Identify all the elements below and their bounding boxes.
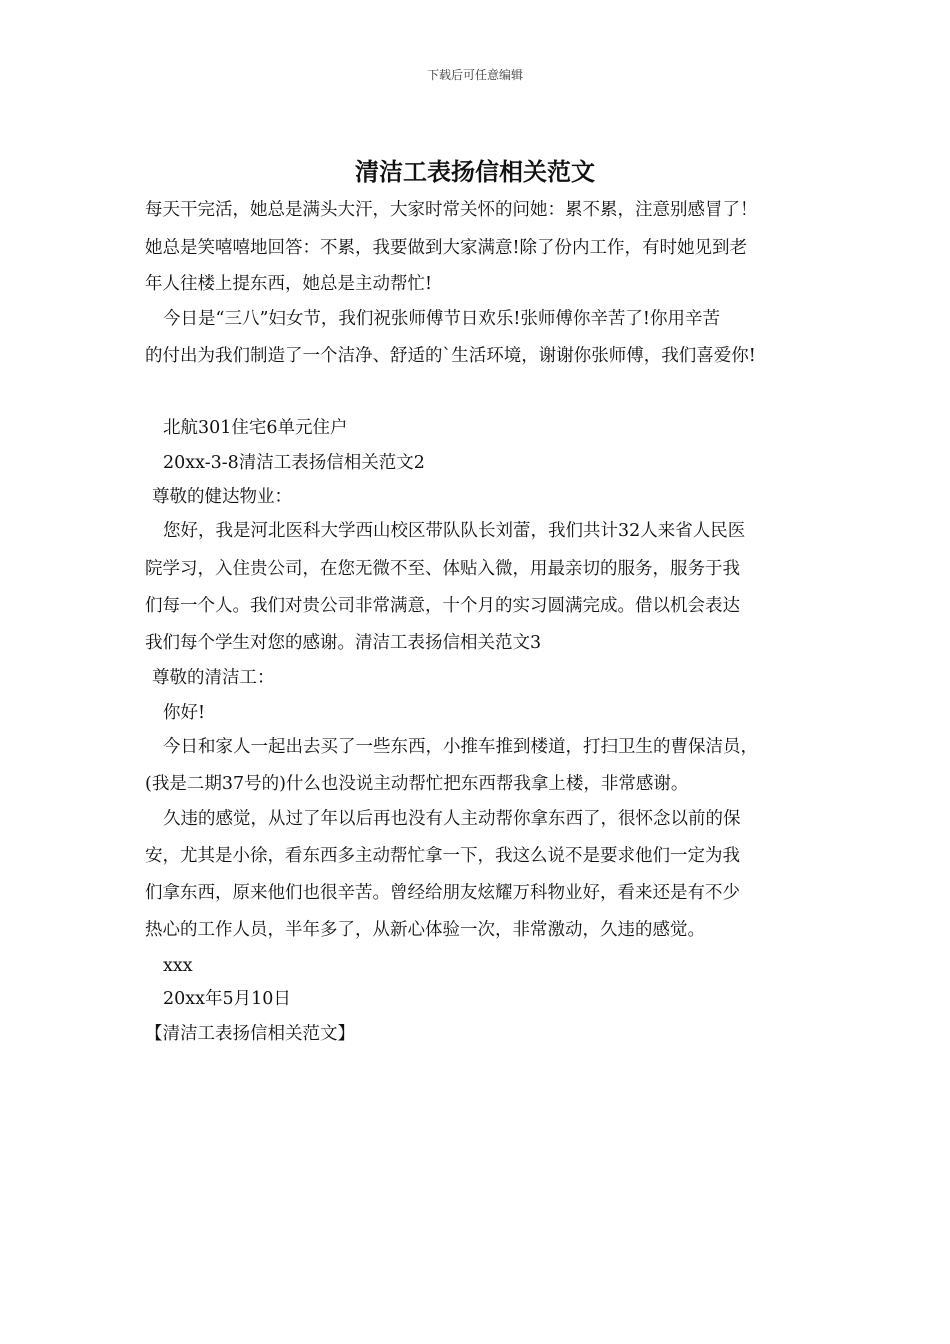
signature-line: 北航301住宅6单元住户 — [163, 418, 348, 438]
paragraph-line: 安，尤其是小徐，看东西多主动帮忙拿一下，我这么说不是要求他们一定为我 — [145, 846, 740, 866]
paragraph-line: 久违的感觉，从过了年以后再也没有人主动帮你拿东西了，很怀念以前的保 — [163, 809, 741, 829]
paragraph-line: (我是二期37号的)什么也没说主动帮忙把东西帮我拿上楼，非常感谢。 — [145, 774, 689, 794]
paragraph-line: 院学习，入住贵公司，在您无微不至、体贴入微，用最亲切的服务，服务于我 — [145, 559, 740, 579]
signature-line: xxx — [163, 956, 193, 976]
salutation-line: 尊敬的健达物业： — [152, 487, 292, 507]
salutation-line: 尊敬的清洁工： — [152, 668, 275, 688]
greeting-line: 你好! — [163, 703, 206, 723]
paragraph-line: 您好，我是河北医科大学西山校区带队队长刘蕾，我们共计32人来省人民医 — [163, 521, 746, 541]
paragraph-line: 们每一个人。我们对贵公司非常满意，十个月的实习圆满完成。借以机会表达 — [145, 596, 740, 616]
paragraph-line: 热心的工作人员，半年多了，从新心体验一次，非常激动，久违的感觉。 — [145, 920, 705, 940]
header-note: 下载后可任意编辑 — [426, 68, 523, 82]
paragraph-line: 今日是“三八”妇女节，我们祝张师傅节日欢乐!张师傅你辛苦了!你用辛苦 — [163, 309, 720, 329]
date-line: 20xx年5月10日 — [163, 989, 291, 1009]
paragraph-line: 她总是笑嘻嘻地回答：不累，我要做到大家满意!除了份内工作，有时她见到老 — [145, 238, 748, 258]
paragraph-line: 我们每个学生对您的感谢。清洁工表扬信相关范文3 — [145, 633, 542, 653]
document-title: 清洁工表扬信相关范文 — [355, 157, 595, 186]
paragraph-line: 每天干完活，她总是满头大汗，大家时常关怀的问她：累不累，注意别感冒了！ — [145, 200, 758, 220]
date-heading-line: 20xx-3-8清洁工表扬信相关范文2 — [163, 453, 425, 473]
paragraph-line: 年人往楼上提东西，她总是主动帮忙! — [145, 274, 433, 294]
paragraph-line: 们拿东西，原来他们也很辛苦。曾经给朋友炫耀万科物业好，看来还是有不少 — [145, 883, 740, 903]
paragraph-line: 的付出为我们制造了一个洁净、舒适的`生活环境，谢谢你张师傅，我们喜爱你! — [145, 346, 756, 366]
paragraph-line: 今日和家人一起出去买了一些东西，小推车推到楼道，打扫卫生的曹保洁员， — [163, 737, 758, 757]
closing-title-line: 【清洁工表扬信相关范文】 — [145, 1024, 355, 1044]
